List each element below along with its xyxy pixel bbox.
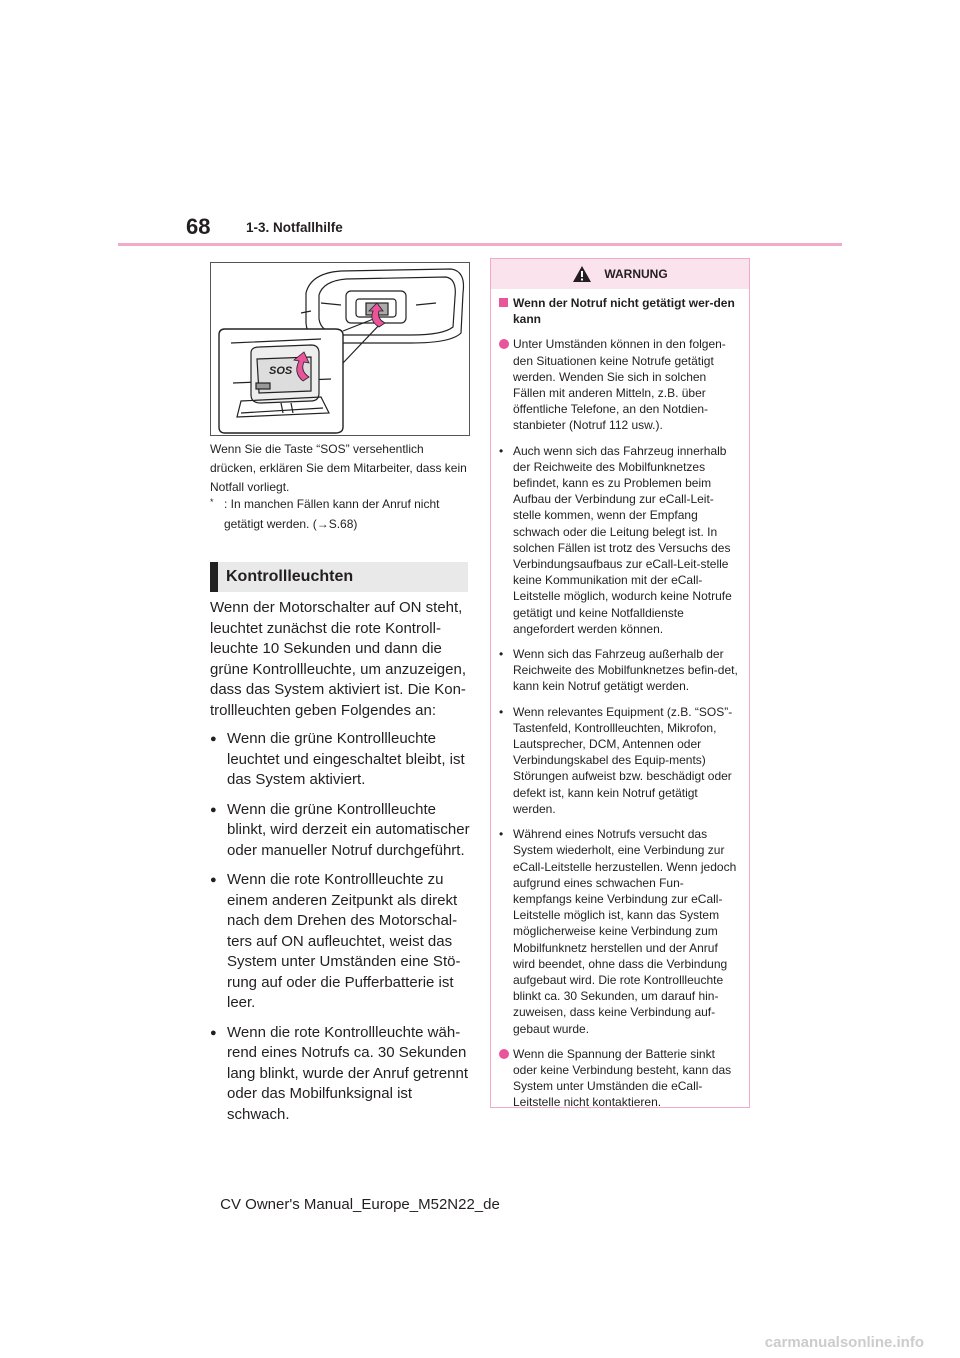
warning-body xyxy=(491,289,749,1111)
warning-list-item xyxy=(499,443,741,637)
warning-item-text: Wenn relevantes Equipment (z.B. “SOS”-Tastenfeld, Kontrollleuchten, Mikrofon, Lautsprecher, DCM, Antennen oder Verbindungskabel des Equip-ments) Störungen aufweist bzw. beschädigt oder defekt ist, kann kein Notruf getätigt werden. xyxy=(513,704,733,816)
warning-list-item xyxy=(499,646,741,695)
warning-final xyxy=(499,1046,741,1111)
bullet-dot-icon: ● xyxy=(210,803,217,816)
warning-title: WARNUNG xyxy=(604,267,668,281)
warning-item-text: Während eines Notrufs versucht das System wiederholt, eine Verbindung zur eCall-Leitstelle herzustellen. Wenn jedoch aufgrund eines schwachen Fun-kempfangs keine Verbindung zur eCall-Leitstelle möglich ist, kann das System möglicherweise keine Verbindung zum Mobilfunknetz herstellen und der Anruf wird beendet, ohne dass die Verbindung aufgebaut wird. Die rote Kontrollleuchte blinkt ca. 30 Sekunden, um darauf hin-zuweisen, dass keine Verbindung auf-gebaut wurde. xyxy=(513,827,737,1036)
warning-intro xyxy=(499,336,741,433)
small-dot-icon: • xyxy=(499,827,504,842)
section-title: 1-3. Notfallhilfe xyxy=(246,220,343,235)
list-item-text: Wenn die grüne Kontrollleuchte leuchtet und eingeschaltet bleibt, ist das System aktiviert. xyxy=(227,730,465,788)
caption xyxy=(210,440,472,497)
warning-box xyxy=(490,258,750,1108)
circle-bullet-icon xyxy=(499,339,509,349)
warning-final-text: Wenn die Spannung der Batterie sinkt oder keine Verbindung besteht, kann das System unter Umständen die eCall-Leitstelle nicht kontaktieren. xyxy=(513,1046,732,1110)
warning-subheading xyxy=(499,295,741,327)
list-item-text: Wenn die rote Kontrollleuchte zu einem anderen Zeitpunkt als direkt nach dem Drehen des Motorschal-ters auf ON aufleuchtet, weist das System unter Umständen eine Stö-rung auf oder die Pufferbatterie ist leer. xyxy=(227,871,461,1011)
small-dot-icon: • xyxy=(499,443,504,458)
footer-text: CV Owner's Manual_Europe_M52N22_de xyxy=(220,1196,500,1213)
bullet-dot-icon: ● xyxy=(210,1026,217,1039)
section-body xyxy=(210,598,472,1134)
list-item xyxy=(210,800,472,862)
warning-list-item xyxy=(499,826,741,1037)
list-item-text: Wenn die grüne Kontrollleuchte blinkt, wird derzeit ein automatischer oder manueller Notruf durchgeführt. xyxy=(227,800,470,859)
watermark: carmanualsonline.info xyxy=(764,1334,924,1351)
sos-label: SOS xyxy=(269,365,293,377)
circle-bullet-icon xyxy=(499,1049,509,1059)
footnote xyxy=(210,494,472,534)
small-dot-icon: • xyxy=(499,704,504,719)
sos-button-figure xyxy=(210,262,470,436)
warning-intro-text: Unter Umständen können in den folgen-den Situationen keine Notrufe getätigt werden. Wenden Sie sich in solchen Fällen mit anderen Mitteln, z.B. über öffentliche Telefone, an den Notdien-stanbieter (Notruf 112 usw.). xyxy=(513,337,726,433)
sos-button-illustration xyxy=(211,263,469,435)
footnote-text: : In manchen Fällen kann der Anruf nicht getätigt werden. (→S.68) xyxy=(224,497,440,531)
warning-subheading-text: Wenn der Notruf nicht getätigt wer-den kann xyxy=(513,296,735,327)
square-bullet-icon xyxy=(499,298,508,307)
footnote-mark: * xyxy=(210,497,214,507)
warning-header xyxy=(491,259,749,289)
warning-triangle-icon xyxy=(572,265,592,283)
section-intro: Wenn der Motorschalter auf ON steht, leuchtet zunächst die rote Kontroll-leuchte 10 Sekunden und dann die grüne Kontrollleuchte, um anzuzeigen, dass das System aktiviert ist. Die Kon-trollleuchten geben Folgendes an: xyxy=(210,599,466,719)
section-heading: Kontrollleuchten xyxy=(226,568,354,585)
list-item xyxy=(210,1023,472,1126)
caption-text: Wenn Sie die Taste “SOS” versehentlich drücken, erklären Sie dem Mitarbeiter, dass kein Notfall vorliegt. xyxy=(210,442,467,494)
list-item-text: Wenn die rote Kontrollleuchte wäh-rend eines Notrufs ca. 30 Sekunden lang blinkt, wurde der Anruf getrennt oder das Mobilfunksignal ist schwach. xyxy=(227,1023,468,1123)
warning-item-text: Auch wenn sich das Fahrzeug innerhalb der Reichweite des Mobilfunknetzes befindet, kann es zu Problemen beim Aufbau der Verbindung zur eCall-Leit-stelle kommen, wenn der Empfang schwach oder die Leitung belegt ist. In solchen Fällen ist trotz des Versuchs des Verbindungsaufbaus zur eCall-Leit-stelle keine Kommunikation mit der eCall-Leitstelle möglich, wodurch keine Notrufe getätigt und keine Notfalldienste angefordert werden können. xyxy=(513,443,732,636)
list-item xyxy=(210,870,472,1014)
page-number: 68 xyxy=(186,214,211,239)
header-rule xyxy=(118,243,842,246)
bullet-dot-icon: ● xyxy=(210,733,217,745)
bullet-dot-icon: ● xyxy=(210,874,217,886)
section-heading-box xyxy=(210,562,468,592)
warning-list-item xyxy=(499,704,741,817)
warning-item-text: Wenn sich das Fahrzeug außerhalb der Reichweite des Mobilfunknetzes befin-det, kann kein Notruf getätigt werden. xyxy=(513,647,738,694)
small-dot-icon: • xyxy=(499,647,504,662)
list-item xyxy=(210,729,472,791)
